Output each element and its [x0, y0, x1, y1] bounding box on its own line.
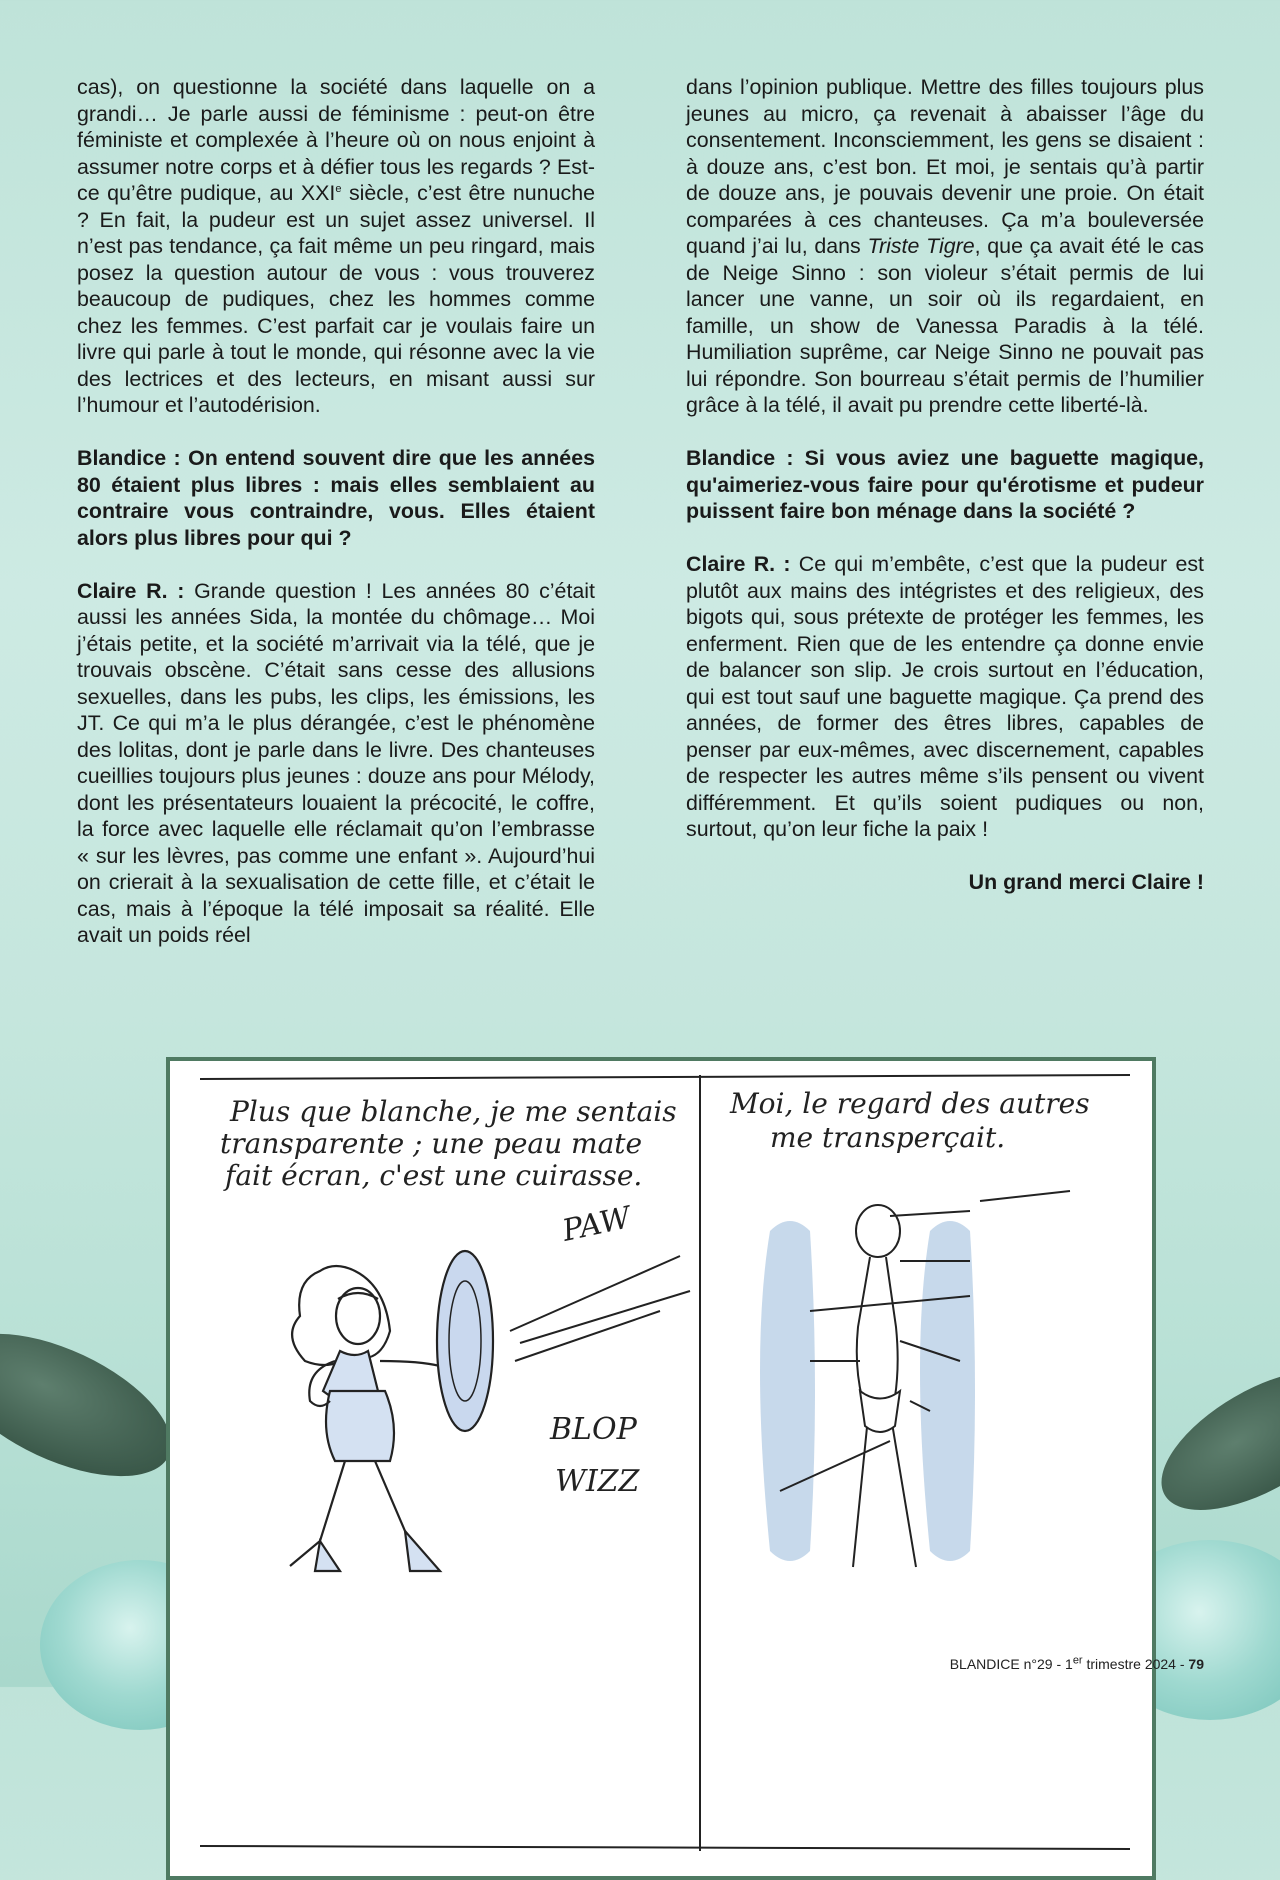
shield-illustration [437, 1251, 493, 1431]
leaf-decoration [0, 1304, 192, 1505]
comic-drawing [170, 1061, 1152, 1876]
paragraph-continued: dans l’opinion publique. Mettre des filles toujours plus jeunes au micro, ça revenait à abaisser l’âge du consentement. Inconsciemment, les gens se disaient : à douze ans, c’est bon. Et moi, je sentais qu’à partir de douze ans, je pouvais devenir une proie. On était comparées à ces chanteuses. Ça m’a bouleversée quand j’ai lu, dans Triste Tigre, que ça avait été le cas de Neige Sinno : son violeur s’était permis de lui lancer une vanne, un soir où ils regardaient, en famille, un show de Vanessa Paradis à la télé. Humiliation suprême, car Neige Sinno ne pouvait pas lui répondre. Son bourreau s’était permis de l’humilier grâce à la télé, il avait pu prendre cette liberté-là. [686, 75, 1204, 417]
book-title: Triste Tigre [867, 234, 975, 258]
answer-1: Claire R. : Grande question ! Les années 80 c’était aussi les années Sida, la montée du chômage… Moi j’étais petite, et la société m’arrivait via la télé, que je trouvais obscène. C’était sans cesse des allusions sexuelles, dans les pubs, les clips, les émissions, les JT. Ce qui m’a le plus dérangée, c’est le phénomène des lolitas, dont je parle dans le livre. Des chanteuses cueillies toujours plus jeunes : douze ans pour Mélody, dont les présentateurs louaient la précocité, le coffre, la force avec laquelle elle réclamait qu’on l’embrasse « sur les lèvres, pas comme une enfant ». Aujourd’hui on crierait à la sexualisation de cette fille, et c’était le cas, mais à l’époque la télé imposait sa réalité. Elle avait un poids réel [77, 578, 595, 947]
answer-2: Claire R. : Ce qui m’embête, c’est que la pudeur est plutôt aux mains des intégristes et des religieux, des bigots qui, sous prétexte de protéger les femmes, les enferment. Rien que de les entendre ça donne envie de balancer son slip. Je crois surtout en l’éducation, qui est tout sauf une baguette magique. Ça prend des années, de former des êtres libres, capables de penser par eux-mêmes, avec discernement, capables de respecter les autres même s’ils pensent ou vivent différemment. Et qu’ils soient pudiques ou non, surtout, qu’on leur fiche la paix ! [686, 552, 1204, 841]
paragraph-intro: cas), on questionne la société dans laquelle on a grandi… Je parle aussi de féminisme : peut-on être féministe et complexée à l’heure où on nous enjoint à assumer notre corps et à défier tous les regards ? Est-ce qu’être pudique, au XXIe siècle, c’est être nunuche ? En fait, la pudeur est un sujet assez universel. Il n’est pas tendance, ça fait même un peu ringard, mais posez la question autour de vous : vous trouverez beaucoup de pudiques, chez les hommes comme chez les femmes. C’est parfait car je voulais faire un livre qui parle à tout le monde, qui résonne avec la vie des lectrices et des lecteurs, en misant aussi sur l’humour et l’autodérision. [77, 75, 595, 417]
panel2-caption-line: Moi, le regard des autres [730, 1087, 1090, 1120]
page-footer: BLANDICE n°29 - 1er trimestre 2024 - 79 [949, 1654, 1204, 1672]
panel1-caption-line: transparente ; une peau mate [220, 1127, 643, 1160]
sfx-wizz: WIZZ [555, 1464, 640, 1499]
left-text-column [77, 74, 595, 975]
sfx-paw: PAW [559, 1200, 634, 1249]
pierced-figure-illustration [760, 1191, 1070, 1567]
sfx-blop: BLOP [550, 1412, 637, 1447]
question-1: Blandice : On entend souvent dire que les années 80 étaient plus libres : mais elles semblaient au contraire vous contraindre, vous. Elles étaient alors plus libres pour qui ? [77, 446, 595, 550]
page-number: 79 [1188, 1656, 1204, 1672]
heroine-illustration [290, 1266, 440, 1571]
panel2-caption-line: me transperçait. [770, 1121, 1006, 1154]
leaf-decoration [1140, 1342, 1280, 1539]
comic-strip [166, 1057, 1156, 1880]
panel1-caption-line: Plus que blanche, je me sentais [230, 1095, 677, 1128]
right-text-column [686, 74, 1204, 922]
closing-thanks: Un grand merci Claire ! [968, 870, 1204, 894]
panel1-caption-line: fait écran, c'est une cuirasse. [225, 1159, 643, 1192]
impact-lines [510, 1256, 690, 1361]
question-2: Blandice : Si vous aviez une baguette magique, qu'aimeriez-vous faire pour qu'érotisme et pudeur puissent faire bon ménage dans la société ? [686, 446, 1204, 523]
speaker-label: Claire R. : [686, 552, 791, 576]
speaker-label: Claire R. : [77, 578, 185, 603]
